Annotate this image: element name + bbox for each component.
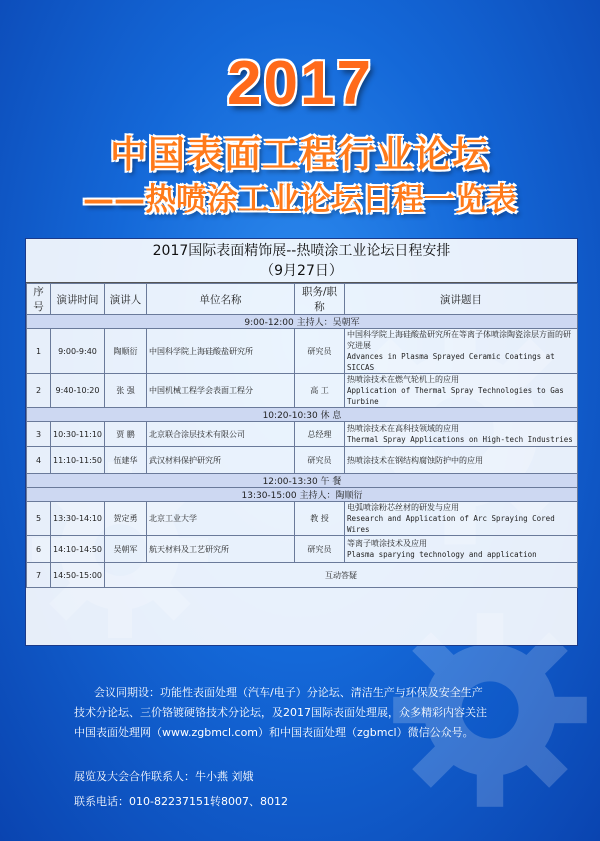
topic-cn: 等离子喷涂技术及应用 xyxy=(347,539,427,548)
topic-en: Thermal Spray Applications on High-tech Industries xyxy=(347,435,573,444)
row-org: 武汉材料保护研究所 xyxy=(147,447,295,474)
topic-cn: 热喷涂技术在燃气轮机上的应用 xyxy=(347,375,459,384)
table-row xyxy=(27,447,578,474)
table-header-row xyxy=(27,284,578,315)
table-title: 2017国际表面精饰展--热喷涂工业论坛日程安排 xyxy=(152,243,451,259)
intro-line-1: 会议同期设：功能性表面处理（汽车/电子）分论坛、清洁生产与环保及安全生产 xyxy=(94,686,483,699)
year-heading: 2017 xyxy=(227,49,373,118)
row-position: 研究员 xyxy=(295,329,345,374)
row-time: 11:10-11:50 xyxy=(51,447,105,474)
row-position: 教 授 xyxy=(295,502,345,536)
row-no: 5 xyxy=(27,502,51,536)
row-speaker: 张 强 xyxy=(105,374,147,408)
session-row xyxy=(27,474,578,488)
row-position: 研究员 xyxy=(295,536,345,563)
row-time: 10:30-11:10 xyxy=(51,422,105,447)
row-org: 中国科学院上海硅酸盐研究所 xyxy=(147,329,295,374)
contact-persons: 展览及大会合作联系人：牛小燕 刘娥 xyxy=(74,770,254,783)
topic-en: Application of Thermal Spray Technologies to Gas Turbine xyxy=(347,386,564,406)
row-time: 14:10-14:50 xyxy=(51,536,105,563)
col-header-org: 单位名称 xyxy=(147,284,295,315)
col-header-no: 序号 xyxy=(27,284,51,315)
row-topic xyxy=(345,502,578,536)
row-speaker: 陶顺衍 xyxy=(105,329,147,374)
session-label: 9:00-12:00 主持人：吴朝军 xyxy=(27,315,578,329)
session-row xyxy=(27,408,578,422)
topic-en: Plasma sparying technology and application xyxy=(347,550,537,559)
row-position: 研究员 xyxy=(295,447,345,474)
row-speaker: 贺定勇 xyxy=(105,502,147,536)
row-no: 1 xyxy=(27,329,51,374)
topic-cn: 电弧喷涂粉芯丝材的研发与应用 xyxy=(347,503,459,512)
row-no: 2 xyxy=(27,374,51,408)
col-header-position: 职务/职称 xyxy=(295,284,345,315)
table-title-block xyxy=(26,239,577,283)
topic-cn: 热喷涂技术在钢结构腐蚀防护中的应用 xyxy=(347,455,483,465)
table-row xyxy=(27,422,578,447)
session-label: 10:20-10:30 休 息 xyxy=(27,408,578,422)
topic-cn: 中国科学院上海硅酸盐研究所在等离子体喷涂陶瓷涂层方面的研究进展 xyxy=(347,330,571,350)
schedule-table xyxy=(25,238,578,646)
session-row xyxy=(27,315,578,329)
table-row xyxy=(27,502,578,536)
row-topic xyxy=(345,536,578,563)
topic-en: Research and Application of Arc Spraying Cored Wires xyxy=(347,514,555,534)
row-time: 9:40-10:20 xyxy=(51,374,105,408)
intro-text xyxy=(74,683,544,743)
forum-title: 中国表面工程行业论坛 xyxy=(110,133,490,176)
table-row xyxy=(27,374,578,408)
row-position: 总经理 xyxy=(295,422,345,447)
table-row xyxy=(27,563,578,588)
table-row xyxy=(27,329,578,374)
row-speaker: 贾 鹏 xyxy=(105,422,147,447)
forum-subtitle: ——热喷涂工业论坛日程一览表 xyxy=(83,182,517,218)
row-no: 4 xyxy=(27,447,51,474)
topic-cn: 热喷涂技术在高科技领域的应用 xyxy=(347,424,459,433)
session-label: 12:00-13:30 午 餐 xyxy=(27,474,578,488)
row-org: 航天材料及工艺研究所 xyxy=(147,536,295,563)
row-no: 3 xyxy=(27,422,51,447)
row-no: 6 xyxy=(27,536,51,563)
table-date: （9月27日） xyxy=(260,263,343,279)
row-topic: 互动答疑 xyxy=(105,563,578,588)
row-time: 14:50-15:00 xyxy=(51,563,105,588)
row-time: 9:00-9:40 xyxy=(51,329,105,374)
contact-phone: 联系电话：010-82237151转8007、8012 xyxy=(74,795,288,808)
col-header-topic: 演讲题目 xyxy=(345,284,578,315)
col-header-speaker: 演讲人 xyxy=(105,284,147,315)
col-header-time: 演讲时间 xyxy=(51,284,105,315)
intro-line-2: 技术分论坛、三价铬镀硬铬技术分论坛，及2017国际表面处理展，众多精彩内容关注 xyxy=(74,706,487,719)
schedule-grid xyxy=(26,283,578,588)
row-org: 北京工业大学 xyxy=(147,502,295,536)
row-topic xyxy=(345,422,578,447)
row-no: 7 xyxy=(27,563,51,588)
row-topic xyxy=(345,329,578,374)
topic-en: Advances in Plasma Sprayed Ceramic Coatings at SICCAS xyxy=(347,352,555,372)
row-org: 北京联合涂层技术有限公司 xyxy=(147,422,295,447)
row-speaker: 吴朝军 xyxy=(105,536,147,563)
contact-block xyxy=(74,767,544,817)
row-topic xyxy=(345,374,578,408)
row-position: 高 工 xyxy=(295,374,345,408)
session-row xyxy=(27,488,578,502)
row-speaker: 伍建华 xyxy=(105,447,147,474)
session-label: 13:30-15:00 主持人：陶顺衍 xyxy=(27,488,578,502)
row-org: 中国机械工程学会表面工程分 xyxy=(147,374,295,408)
intro-line-3: 中国表面处理网（www.zgbmcl.com）和中国表面处理（zgbmcl）微信公众号。 xyxy=(74,726,474,739)
row-time: 13:30-14:10 xyxy=(51,502,105,536)
row-topic xyxy=(345,447,578,474)
table-row xyxy=(27,536,578,563)
